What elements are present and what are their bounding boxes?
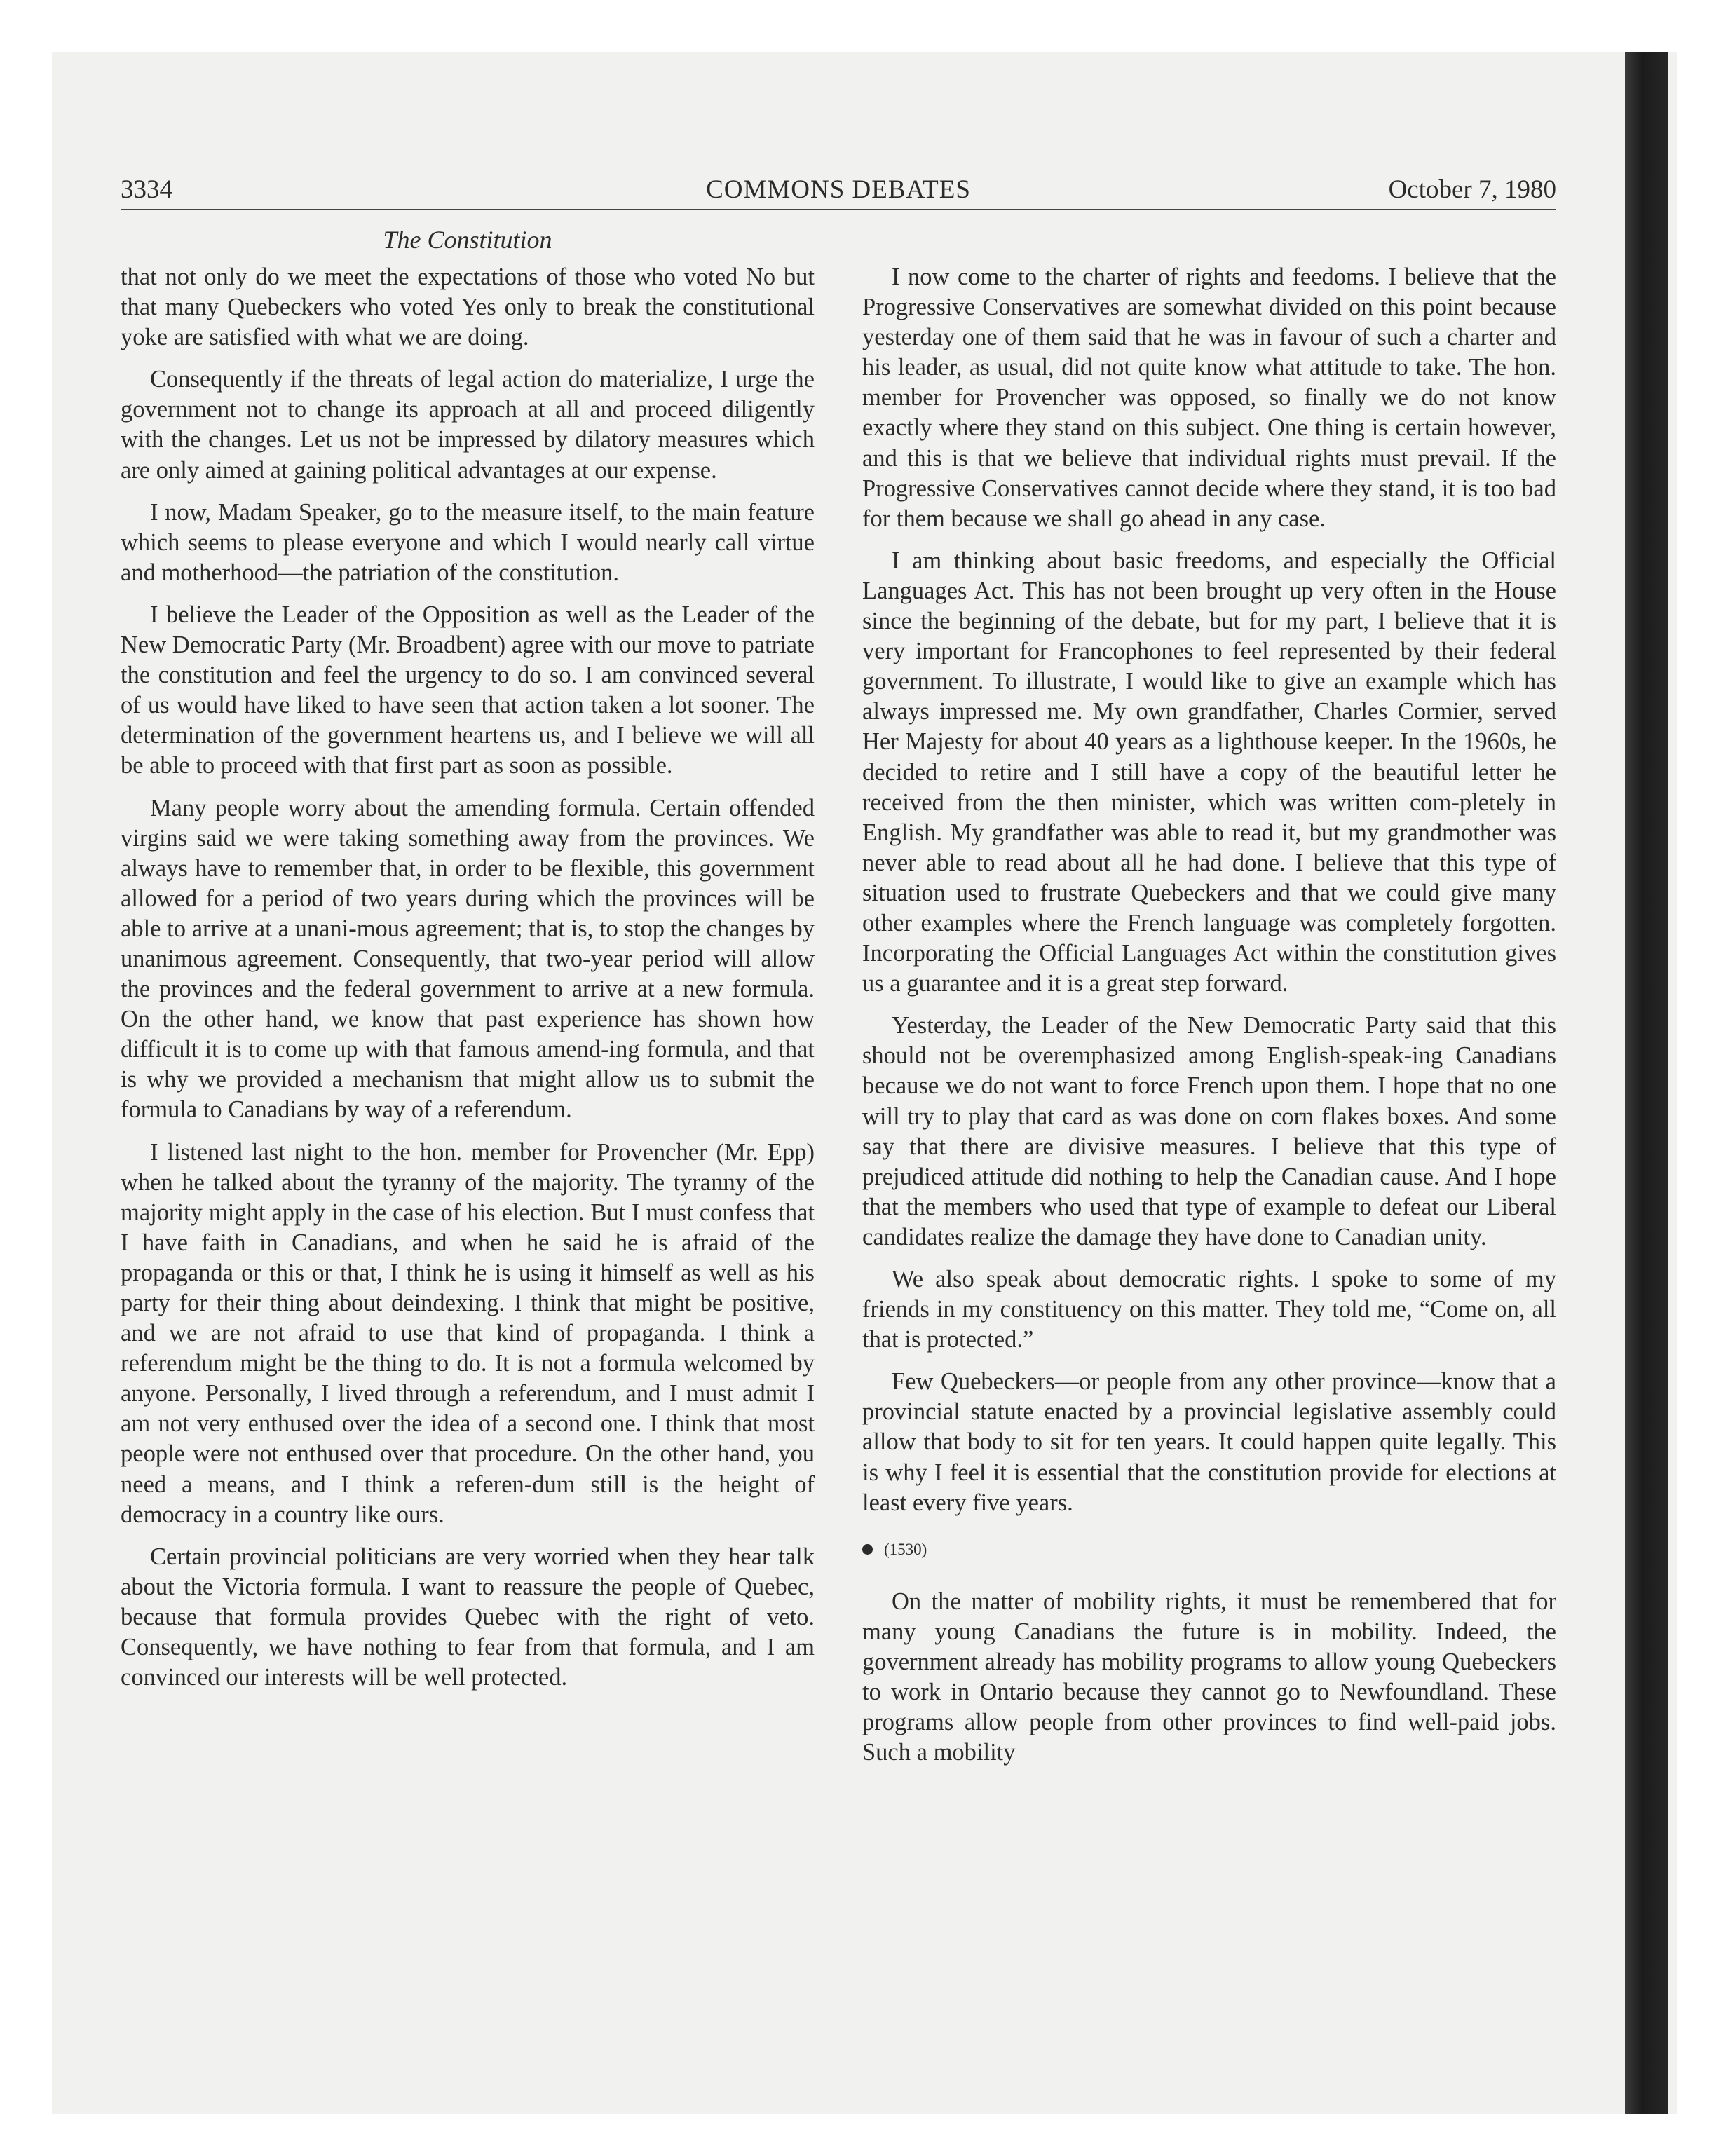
paragraph: I now, Madam Speaker, go to the measure itself, to the main feature which seems to please everyone and which I would nearly call virtue and motherhood—the patriation of the constitution.	[121, 498, 815, 586]
time-marker	[862, 1539, 1556, 1560]
paragraph: I listened last night to the hon. member for Provencher (Mr. Epp) when he talked about the tyranny of the majority. The tyranny of the majority might apply in the case of his election. But I must confess that I have faith in Canadians, and when he said he is afraid of the propaganda or this or that, I think he is using it himself as well as his party for their thing about deindexing. I think that might be positive, and we are not afraid to use that kind of propaganda. I think a referendum might be the thing to do. It is not a formula welcomed by anyone. Personally, I lived through a referendum, and I must admit I am not very enthused over the idea of a second one. I think that most people were not enthused over that procedure. On the other hand, you need a means, and I think a referen-dum still is the height of democracy in a country like ours.	[121, 1138, 815, 1528]
page-number: 3334	[121, 175, 172, 204]
paragraph: I now come to the charter of rights and feedoms. I believe that the Progressive Conservatives are somewhat divided on this point because yesterday one of them said that he was in favour of such a charter and his leader, as usual, did not quite know what attitude to take. The hon. member for Provencher was opposed, so finally we do not know exactly where they stand on this subject. One thing is certain however, and this is that we believe that individual rights must prevail. If the Progressive Conservatives cannot decide where they stand, it is too bad for them because we shall go ahead in any case.	[862, 264, 1556, 532]
paragraph: I am thinking about basic freedoms, and especially the Official Languages Act. This has not been brought up very often in the House since the beginning of the debate, but for my part, I believe that it is very important for Francophones to feel represented by their federal government. To illustrate, I would like to give an example which has always impressed me. My own grandfather, Charles Cormier, served Her Majesty for about 40 years as a lighthouse keeper. In the 1960s, he decided to retire and I still have a copy of the beautiful letter he received from the then minister, which was written com-pletely in English. My grandfather was able to read it, but my grandmother was never able to read about all he had done. I believe that this type of situation used to frustrate Quebeckers and that we could give many other examples where the French language was completely forgotten. Incorporating the Official Languages Act within the constitution gives us a guarantee and it is a great step forward.	[862, 547, 1556, 997]
page-binding-edge	[1625, 52, 1668, 2114]
paragraph: Yesterday, the Leader of the New Democratic Party said that this should not be overemphasized among English-speak-ing Canadians because we do not want to force French upon them. I hope that no one will try to play that card as was done on corn flakes boxes. And some say that there are divisive measures. I believe that this type of prejudiced attitude did nothing to help the Canadian cause. And I hope that the members who used that type of example to defeat our Liberal candidates realize the damage they have done to Canadian unity.	[862, 1012, 1556, 1250]
issue-date: October 7, 1980	[1388, 175, 1556, 204]
paragraph: On the matter of mobility rights, it must be remembered that for many young Canadians the future is in mobility. Indeed, the government already has mobility programs to allow young Quebeckers to work in Ontario because they cannot go to Newfoundland. These programs allow people from other provinces to find well-paid jobs. Such a mobility	[862, 1588, 1556, 1766]
paragraph: Certain provincial politicians are very worried when they hear talk about the Victoria formula. I want to reassure the people of Quebec, because that formula provides Quebec with the right of veto. Consequently, we have nothing to fear from that formula, and I am convinced our interests will be well protected.	[121, 1543, 815, 1691]
paragraph: Many people worry about the amending formula. Certain offended virgins said we were taking something away from the provinces. We always have to remember that, in order to be flexible, this government allowed for a period of two years during which the provinces will be able to arrive at a unani-mous agreement; that is, to stop the changes by unanimous agreement. Consequently, that two-year period will allow the provinces and the federal government to arrive at a new formula. On the other hand, we know that past experience has shown how difficult it is to come up with that famous amend-ing formula, and that is why we provided a mechanism that might allow us to submit the formula to Canadians by way of a referendum.	[121, 794, 815, 1124]
section-title: The Constitution	[383, 226, 552, 254]
journal-title: COMMONS DEBATES	[706, 175, 971, 204]
running-head	[121, 171, 1556, 209]
right-column	[862, 262, 1556, 1780]
left-column	[121, 262, 815, 1705]
bullet-icon	[862, 1544, 873, 1555]
time-marker-label: (1530)	[884, 1540, 927, 1558]
paragraph: We also speak about democratic rights. I spoke to some of my friends in my constituency on this matter. They told me, “Come on, all that is protected.”	[862, 1266, 1556, 1353]
paragraph: I believe the Leader of the Opposition as well as the Leader of the New Democratic Party (Mr. Broadbent) agree with our move to patriate the constitution and feel the urgency to do so. I am convinced several of us would have liked to have seen that action taken a lot sooner. The determination of the government heartens us, and I believe we will all be able to proceed with that first part as soon as possible.	[121, 601, 815, 779]
paragraph: Consequently if the threats of legal action do materialize, I urge the government not to change its approach at all and proceed diligently with the changes. Let us not be impressed by dilatory measures which are only aimed at gaining political advantages at our expense.	[121, 366, 815, 484]
paragraph: that not only do we meet the expectations of those who voted No but that many Quebeckers who voted Yes only to break the constitutional yoke are satisfied with what we are doing.	[121, 264, 815, 351]
paragraph: Few Quebeckers—or people from any other province—know that a provincial statute enacted by a provincial legislative assembly could allow that body to sit for ten years. It could happen quite legally. This is why I feel it is essential that the constitution provide for elections at least every five years.	[862, 1368, 1556, 1516]
header-rule	[121, 209, 1556, 210]
